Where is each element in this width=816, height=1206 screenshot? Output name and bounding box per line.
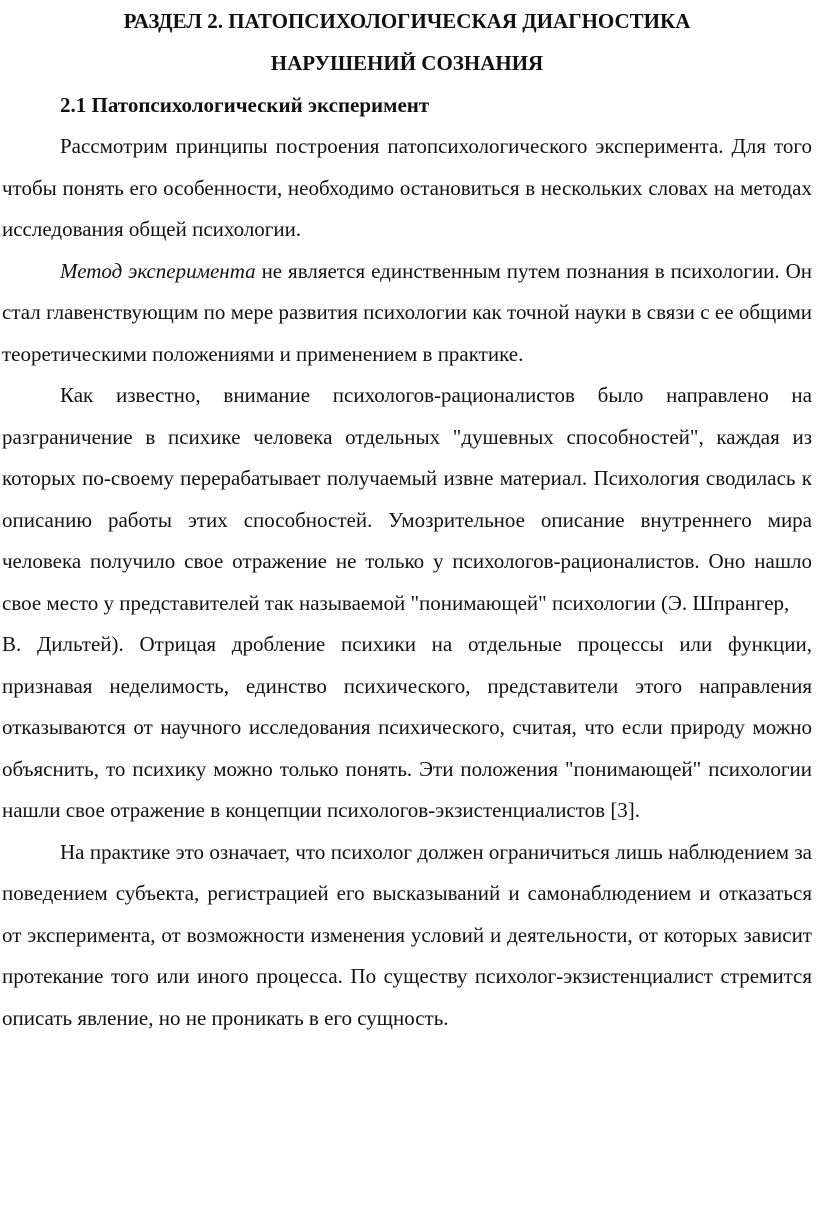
paragraph-5: [2, 832, 812, 1040]
paragraph-3: [2, 375, 812, 624]
paragraph-5-text: На практике это означает, что психолог должен ограничиться лишь наблюдением за поведением субъекта, регистрацией его высказываний и самонаблюдением и отказаться от эксперимента, от возможности изменения условий и деятельности, от которых зависит протекание того или иного процесса. По существу психолог-экзистенциалист стремится описать явление, но не проникать в его сущность.: [2, 839, 812, 1030]
section-title-line-1: РАЗДЕЛ 2. ПАТОПСИХОЛОГИЧЕСКАЯ ДИАГНОСТИКА: [123, 9, 691, 33]
section-title-line-2: НАРУШЕНИЙ СОЗНАНИЯ: [270, 51, 544, 75]
paragraph-2-emphasis: Метод эксперимента: [60, 258, 256, 283]
paragraph-2-text: не является единственным путем познания в психологии. Он стал главенствующим по мере развития психологии как точной науки в связи с ее общими теоретическими положениями и применением в практике.: [2, 258, 812, 366]
paragraph-4-text: В. Дильтей). Отрицая дробление психики на отдельные процессы или функции, признавая неделимость, единство психического, представители этого направления отказываются от научного исследования психического, считая, что если природу можно объяснить, то психику можно только понять. Эти положения "понимающей" психологии нашли свое отражение в концепции психологов-экзистенциалистов [3].: [2, 632, 812, 822]
paragraph-3-text: Как известно, внимание психологов-рационалистов было направлено на разграничение в психике человека отдельных "душевных способностей", каждая из которых по-своему перерабатывает получаемый извне материал. Психология сводилась к описанию работы этих способностей. Умозрительное описание внутреннего мира человека получило свое отражение не только у психологов-рационалистов. Оно нашло свое место у представителей так называемой "понимающей" психологии (Э. Шпрангер,: [2, 383, 812, 615]
paragraph-1: [2, 126, 812, 251]
section-title: [2, 0, 812, 84]
subsection-title: 2.1 Патопсихологический эксперимент: [60, 93, 430, 117]
paragraph-1-text: Рассмотрим принципы построения патопсихологического эксперимента. Для того чтобы понять его особенности, необходимо остановиться в нескольких словах на методах исследования общей психологии.: [2, 134, 812, 241]
paragraph-4: [2, 624, 812, 832]
paragraph-2: [2, 251, 812, 376]
